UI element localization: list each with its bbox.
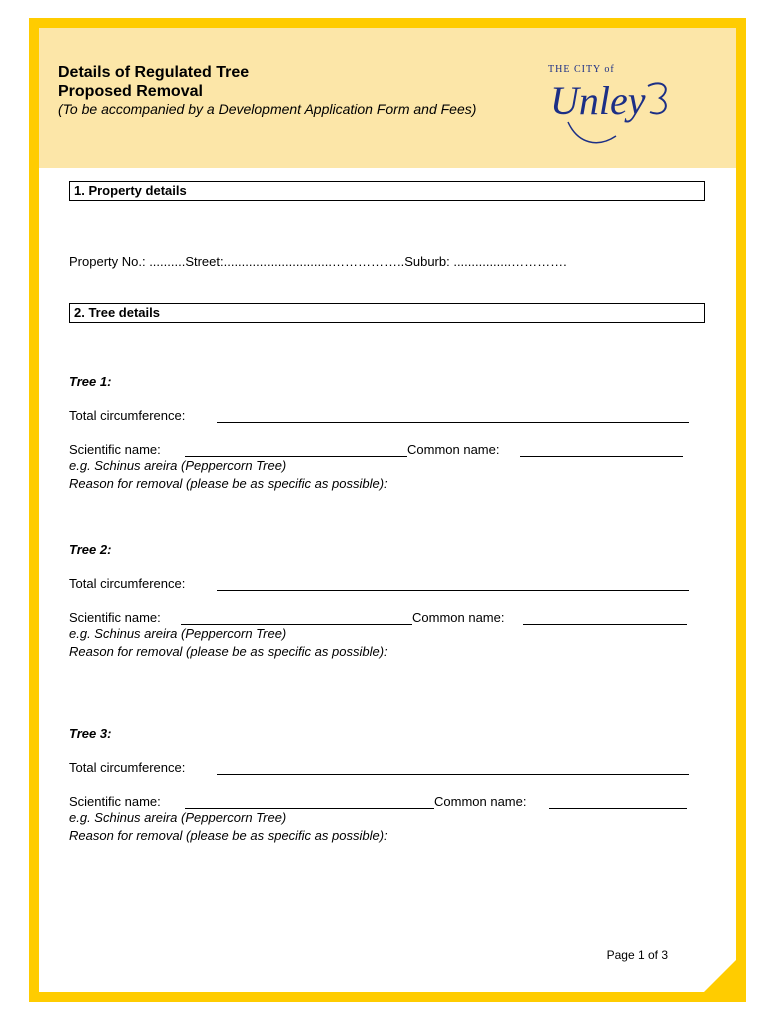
title-line-1: Details of Regulated Tree bbox=[58, 64, 250, 81]
section-1-heading: 1. Property details bbox=[74, 183, 187, 198]
form-page bbox=[39, 28, 736, 992]
tree-3-scientific-label: Scientific name: bbox=[69, 794, 161, 809]
tree-1-example: e.g. Schinus areira (Peppercorn Tree) bbox=[69, 458, 287, 473]
title-line-2: Proposed Removal bbox=[58, 83, 203, 100]
tree-1-reason-label: Reason for removal (please be as specific as possible): bbox=[69, 476, 388, 491]
header-band bbox=[39, 28, 736, 168]
tree-3-common-label: Common name: bbox=[434, 794, 527, 809]
form-subtitle: (To be accompanied by a Development Application Form and Fees) bbox=[58, 101, 477, 117]
tree-1-scientific-field[interactable] bbox=[185, 456, 407, 457]
tree-2-circumference-field[interactable] bbox=[217, 590, 689, 591]
tree-1-circumference-field[interactable] bbox=[217, 422, 689, 423]
page-border bbox=[29, 18, 746, 1002]
logo-script bbox=[538, 52, 678, 152]
page-number: Page 1 of 3 bbox=[606, 948, 668, 962]
tree-1-circumference-label: Total circumference: bbox=[69, 408, 186, 423]
section-property-details bbox=[69, 181, 705, 201]
tree-3-label: Tree 3: bbox=[69, 726, 112, 741]
tree-2-common-field[interactable] bbox=[523, 624, 687, 625]
tree-1-common-label: Common name: bbox=[407, 442, 500, 457]
form-title bbox=[58, 63, 249, 101]
tree-2-common-label: Common name: bbox=[412, 610, 505, 625]
tree-3-common-field[interactable] bbox=[549, 808, 687, 809]
tree-1-scientific-label: Scientific name: bbox=[69, 442, 161, 457]
tree-3-scientific-field[interactable] bbox=[185, 808, 434, 809]
tree-2-scientific-label: Scientific name: bbox=[69, 610, 161, 625]
logo-small-text: THE CITY of bbox=[548, 64, 615, 75]
logo-script-text: Unley bbox=[550, 78, 646, 123]
city-of-unley-logo bbox=[538, 52, 678, 152]
tree-2-circumference-label: Total circumference: bbox=[69, 576, 186, 591]
tree-2-scientific-field[interactable] bbox=[181, 624, 412, 625]
tree-2-reason-label: Reason for removal (please be as specific as possible): bbox=[69, 644, 388, 659]
section-2-heading: 2. Tree details bbox=[74, 305, 160, 320]
section-tree-details bbox=[69, 303, 705, 323]
tree-3-reason-label: Reason for removal (please be as specific as possible): bbox=[69, 828, 388, 843]
property-details-line[interactable]: Property No.: ..........Street:..............................……………..Suburb: ................…………. bbox=[69, 254, 567, 269]
tree-3-circumference-label: Total circumference: bbox=[69, 760, 186, 775]
tree-3-example: e.g. Schinus areira (Peppercorn Tree) bbox=[69, 810, 287, 825]
tree-1-common-field[interactable] bbox=[520, 456, 683, 457]
tree-1-label: Tree 1: bbox=[69, 374, 112, 389]
tree-2-label: Tree 2: bbox=[69, 542, 112, 557]
tree-2-example: e.g. Schinus areira (Peppercorn Tree) bbox=[69, 626, 287, 641]
page-corner-fold bbox=[704, 960, 736, 992]
tree-3-circumference-field[interactable] bbox=[217, 774, 689, 775]
